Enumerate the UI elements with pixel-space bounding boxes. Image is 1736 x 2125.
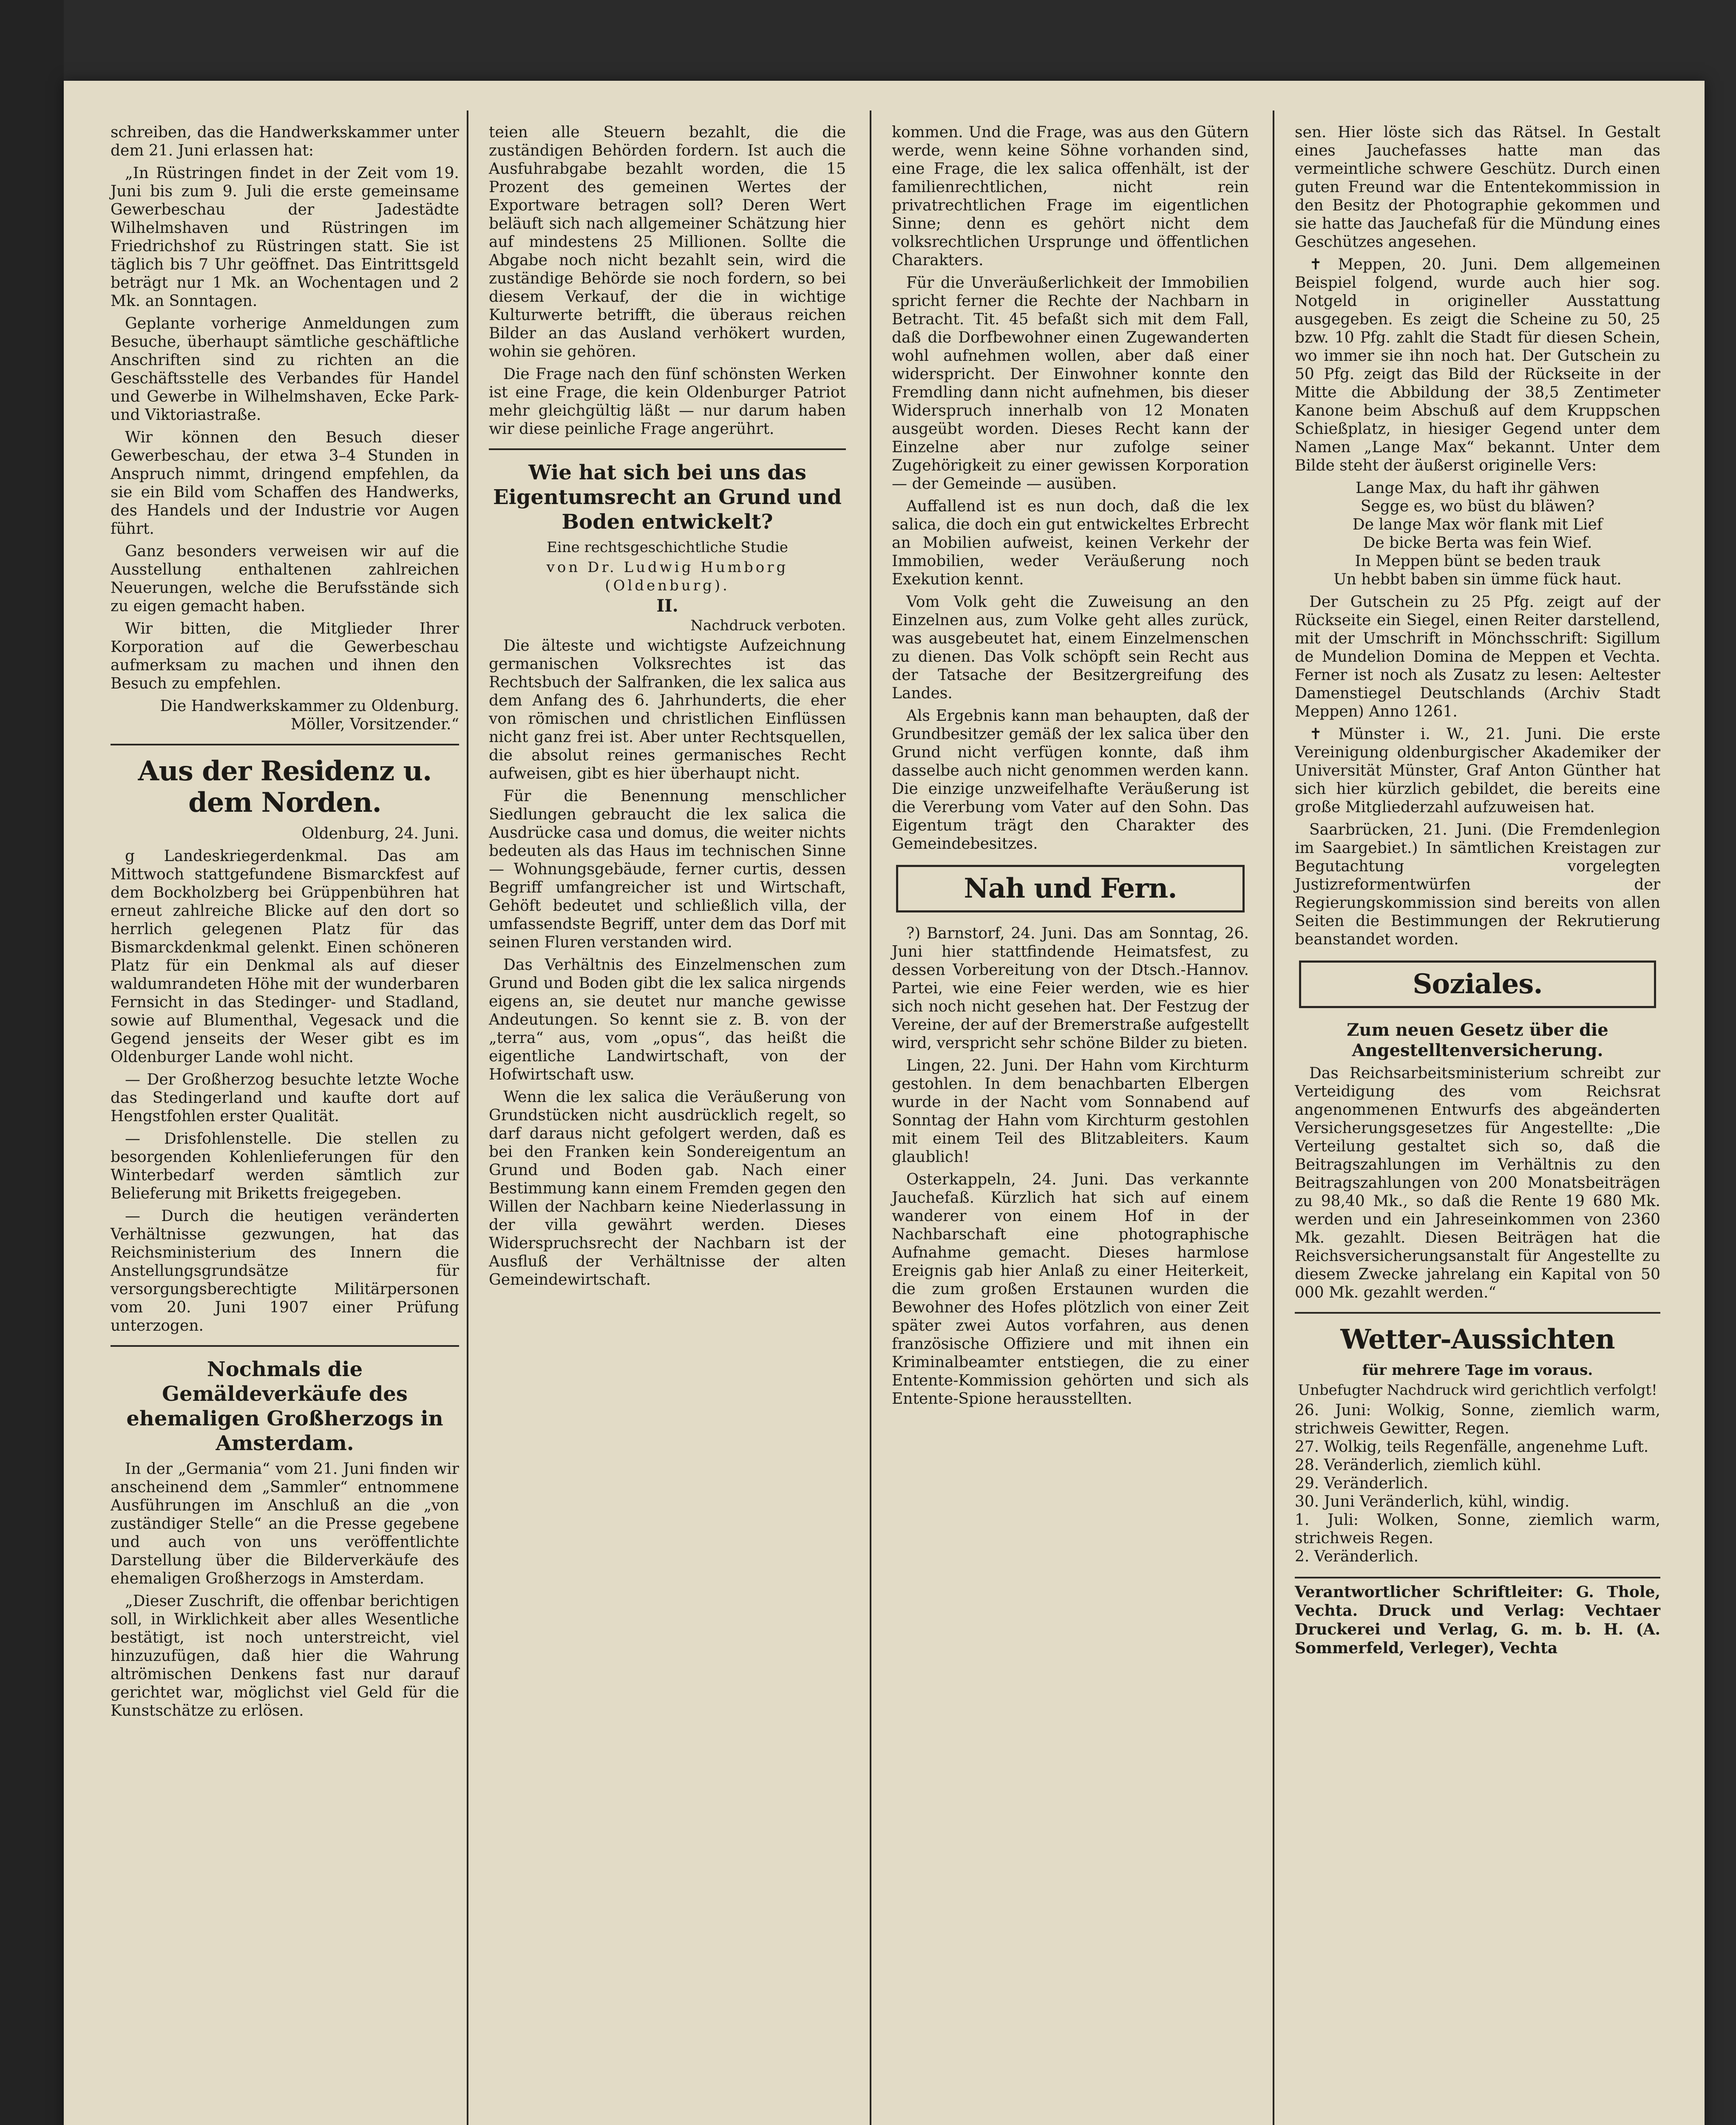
- weather-item: 27. Wolkig, teils Regenfälle, angenehme Luft.: [1295, 1438, 1649, 1456]
- weather-item: 30. Juni Veränderlich, kühl, windig.: [1295, 1493, 1570, 1510]
- article-text: Der Gutschein zu 25 Pfg. zeigt auf der Rückseite ein Siegel, einen Reiter darstellend, mit der Umschrift in Mönchsschrift: Sigillum de Mundelion Domina de Meppen et Vechta. Ferner ist noch als Zusatz zu lesen: Aeltester Damenstiegel Deutschlands (Archiv Stadt Meppen) Anno 1261.: [1295, 593, 1660, 720]
- divider: [111, 744, 459, 745]
- article-subtitle: Eine rechtsgeschichtliche Studie: [547, 539, 788, 556]
- verse-line: Un hebbt baben sin ümme fück haut.: [1333, 571, 1622, 588]
- verse: [1295, 479, 1660, 589]
- weather-heading: Wetter-Aussichten: [1340, 1323, 1615, 1355]
- divider: [489, 448, 846, 450]
- article-text: g Landeskriegerdenkmal. Das am Mittwoch stattgefundene Bismarckfest auf dem Bockholzberg bei Grüppenbühren hat erneut zahlreiche Blicke auf den dort so herrlich gelegenen Platz für das Bismarckdenkmal gelenkt. Einen schöneren Platz für ein Denkmal als auf dieser waldumrandeten Höhe mit der wunderbaren Fernsicht in das Stedinger- und Stadland, sowie auf Blumenthal, Vegesack und die Gegend jenseits der Weser gibt es im Oldenburger Lande wohl nicht.: [111, 847, 459, 1066]
- verse-line: Lange Max, du haft ihr gähwen: [1356, 479, 1600, 497]
- divider: [1295, 1312, 1660, 1314]
- part-number: II.: [656, 596, 678, 616]
- column-rule: [870, 110, 871, 2125]
- scan-border: [0, 0, 64, 2125]
- verse-line: Segge es, wo büst du bläwen?: [1360, 498, 1595, 515]
- article-text: Für die Unveräußerlichkeit der Immobilien spricht ferner die Rechte der Nachbarn in Betracht. Tit. 45 befaßt sich mit dem Fall, daß die Dorfbewohner einen Zugewanderten wohl aufnehmen wollen, aber daß einer widerspricht. Der Einwohner konnte den Fremdling dann nicht aufnehmen, bis dieser Widerspruch innerhalb von 12 Monaten ausgeübt worden. Dieses Recht kann der Einzelne aber nur zufolge seiner Zugehörigkeit zu einer gewissen Korporation — der Gemeinde — ausüben.: [892, 274, 1249, 493]
- section-heading: Nah und Fern.: [964, 873, 1177, 904]
- weather-item: 29. Veränderlich.: [1295, 1475, 1428, 1492]
- article-text: Die älteste und wichtigste Aufzeichnung germanischen Volksrechtes ist das Rechtsbuch der Salfranken, die lex salica aus dem Anfang des 6. Jahrhunderts, die eher von römischen und christlichen Einflüssen nicht ganz frei ist. Aber unter Rechtsquellen, die absolut reines germanisches Recht aufweisen, gibt es hier überhaupt nicht.: [489, 637, 846, 782]
- section-heading: Aus der Residenz u. dem Norden.: [138, 755, 432, 819]
- section-box: [896, 865, 1245, 912]
- article-text: Osterkappeln, 24. Juni. Das verkannte Jauchefaß. Kürzlich hat sich auf einem wanderer von einem Hof in der Nachbarschaft eine photographische Aufnahme gemacht. Dieses harmlose Ereignis gab hier Anlaß zu einer Heiterkeit, die zum großen Erstaunen wurden die Bewohner des Hofes plötzlich von einer Zeit später zwei Autos vorfahren, aus denen französische Offiziere und mit ihnen ein Kriminalbeamter entstiegen, die zu einer Entente-Kommission gehörten und sich als Entente-Spione herausstellten.: [892, 1171, 1249, 1408]
- divider: [111, 1345, 459, 1347]
- article-heading: Wie hat sich bei uns das Eigentumsrecht an Grund und Boden entwickelt?: [493, 461, 842, 534]
- weather-item: 2. Veränderlich.: [1295, 1548, 1419, 1565]
- article-text: teien alle Steuern bezahlt, die die zuständigen Behörden fordern. Ist auch die Ausfuhrabgabe bezahlt worden, die 15 Prozent des gemeinen Wertes der Exportware betragen soll? Deren Wert beläuft sich nach allgemeiner Schätzung hier auf mindestens 25 Millionen. Sollte die Abgabe noch nicht bezahlt sein, wird die zuständige Behörde sie noch fordern, so bei diesem Verkauf, der die in wichtige Kulturwerte betrifft, die überaus reichen Bilder an das Ausland verhökert wurden, wohin sie gehören.: [489, 124, 846, 360]
- column-rule: [1273, 110, 1274, 2125]
- article-text: Geplante vorherige Anmeldungen zum Besuche, überhaupt sämtliche geschäftliche Anschriften sind zu richten an die Geschäftsstelle des Verbandes für Handel und Gewerbe in Wilhelmshaven, Ecke Park- und Viktoriastraße.: [111, 315, 459, 424]
- article-text: Das Verhältnis des Einzelmenschen zum Grund und Boden gibt die lex salica nirgends eigens an, sie deutet nur manche gewisse Andeutungen. So kennt sie z. B. von der „terra“ aus, vom „opus“, das heißt die eigentliche Landwirtschaft, von der Hofwirtschaft usw.: [489, 956, 846, 1083]
- article-text: — Der Großherzog besuchte letzte Woche das Stedingerland und kaufte dort auf Hengstfohlen erster Qualität.: [111, 1071, 459, 1125]
- column-1: [111, 123, 459, 1724]
- article-text: — Durch die heutigen veränderten Verhältnisse gezwungen, hat das Reichsministerium des Innern die Anstellungsgrundsätze für versorgungsberechtigte Militärpersonen vom 20. Juni 1907 einer Prüfung unterzogen.: [111, 1207, 459, 1334]
- article-author: von Dr. Ludwig Humborg (Oldenburg).: [546, 559, 789, 594]
- weather-list: [1295, 1401, 1660, 1566]
- newspaper-page: [64, 81, 1705, 2125]
- article-text: — Drisfohlenstelle. Die stellen zu besorgenden Kohlenlieferungen für den Winterbedarf werden sämtlich zur Belieferung mit Briketts freigegeben.: [111, 1130, 459, 1202]
- weather-subtitle: für mehrere Tage im voraus.: [1362, 1362, 1593, 1379]
- article-text: Wenn die lex salica die Veräußerung von Grundstücken nicht ausdrücklich regelt, so darf daraus nicht gefolgert werden, daß es bei den Franken kein Sondereigentum an Grund und Boden gab. Nach einer Bestimmung kann einem Fremden gegen den Willen der Nachbarn keine Niederlassung in der villa gewährt werden. Dieses Widerspruchsrecht der Nachbarn ist der Ausfluß der Verhältnisse der alten Gemeindewirtschaft.: [489, 1088, 846, 1289]
- verse-line: De bicke Berta was fein Wief.: [1363, 534, 1592, 552]
- article-text: Wir bitten, die Mitglieder Ihrer Korporation auf die Gewerbeschau aufmerksam zu machen und ihnen den Besuch zu empfehlen.: [111, 620, 459, 692]
- article-text: Lingen, 22. Juni. Der Hahn vom Kirchturm gestohlen. In dem benachbarten Elbergen wurde in der Nacht vom Sonnabend auf Sonntag der Hahn vom Kirchturm gestohlen mit einem Teil des Blitzableiters. Kaum glaublich!: [892, 1057, 1249, 1166]
- signature: Die Handwerkskammer zu Oldenburg. Möller, Vorsitzender.“: [160, 697, 459, 733]
- weather-item: 1. Juli: Wolken, Sonne, ziemlich warm, strichweis Regen.: [1295, 1511, 1660, 1547]
- article-heading: Nochmals die Gemäldeverkäufe des ehemaligen Großherzogs in Amsterdam.: [126, 1357, 443, 1455]
- column-3: [892, 123, 1249, 1412]
- reprint-notice: Nachdruck verboten.: [690, 617, 846, 634]
- article-text: Saarbrücken, 21. Juni. (Die Fremdenlegion im Saargebiet.) In sämtlichen Kreistagen zur Begutachtung vorgelegten Justizreformentwürfen der Regierungskommission sind bereits von allen Seiten die Bestimmungen der Rekrutierung beanstandet worden.: [1295, 821, 1660, 948]
- verse-line: In Meppen bünt se beden trauk: [1355, 552, 1600, 570]
- column-rule: [467, 110, 468, 2125]
- article-text: „In Rüstringen findet in der Zeit vom 19. Juni bis zum 9. Juli die erste gemeinsame Gewerbeschau der Jadestädte Wilhelmshaven und Rüstringen im Friedrichshof zu Rüstringen statt. Sie ist täglich bis 7 Uhr geöffnet. Das Eintrittsgeld beträgt nur 1 Mk. an Wochentagen und 2 Mk. an Sonntagen.: [111, 164, 459, 310]
- weather-item: 28. Veränderlich, ziemlich kühl.: [1295, 1456, 1542, 1474]
- article-text: Vom Volk geht die Zuweisung an den Einzelnen aus, zum Volke geht alles zurück, was ausgebeutet hat, einem Einzelmenschen zu dienen. Das Volk schöpft sein Recht aus der Tatsache der Besitzergreifung des Landes.: [892, 593, 1249, 702]
- article-text: schreiben, das die Handwerkskammer unter dem 21. Juni erlassen hat:: [111, 124, 459, 159]
- article-text: Wir können den Besuch dieser Gewerbeschau, der etwa 3–4 Stunden in Anspruch nimmt, dringend empfehlen, da sie ein Bild vom Schaffen des Handwerks, des Handels und der Industrie vor Augen führt.: [111, 429, 459, 538]
- article-heading: Zum neuen Gesetz über die Angestelltenversicherung.: [1347, 1020, 1608, 1060]
- article-text: Als Ergebnis kann man behaupten, daß der Grundbesitzer gemäß der lex salica über den Grund nicht verfügen konnte, daß ihm dasselbe auch nicht genommen werden kann. Die einzige unzweifelhafte Veräußerung ist die Vererbung vom Vater auf den Sohn. Das Eigentum trägt den Charakter des Gemeindebesitzes.: [892, 707, 1249, 853]
- article-text: Für die Benennung menschlicher Siedlungen gebraucht die lex salica die Ausdrücke casa und domus, die weiter nichts bedeuten als das Haus im technischen Sinne — Wohnungsgebäude, ferner curtis, dessen Begriff umfangreicher ist und Wirtschaft, Gehöft bedeutet und schließlich villa, der umfassendste Begriff, unter dem das Dorf mit seinen Fluren verstanden wird.: [489, 788, 846, 951]
- weather-note: Unbefugter Nachdruck wird gerichtlich verfolgt!: [1298, 1382, 1657, 1399]
- section-heading: Soziales.: [1413, 968, 1543, 1000]
- section-box: [1299, 960, 1656, 1008]
- column-2: [489, 123, 846, 1293]
- article-text: Die Frage nach den fünf schönsten Werken ist eine Frage, die kein Oldenburger Patriot mehr gleichgültig läßt — nur darum haben wir diese peinliche Frage angerührt.: [489, 366, 846, 438]
- article-text: ?) Barnstorf, 24. Juni. Das am Sonntag, 26. Juni hier stattfindende Heimatsfest, zu dessen Vorbereitung von der Dtsch.-Hannov. Partei, wie eine Feier werden, wie es hier sich noch nicht gesehen hat. Der Festzug der Vereine, der auf der Bremerstraße aufgestellt wird, verspricht sehr schöne Bilder zu bieten.: [892, 925, 1249, 1052]
- article-text: Das Reichsarbeitsministerium schreibt zur Verteidigung des vom Reichsrat angenommenen Entwurfs des abgeänderten Versicherungsgesetzes für Angestellte: „Die Verteilung gestaltet sich so, daß die Beitragszahlungen im Verhältnis zu den Beitragszahlungen von 200 Monatsbeiträgen zu 98,40 Mk., so daß die Rente 19 680 Mk. werden und ein Jahreseinkommen von 2360 Mk. gezahlt. Diesen Beiträgen hat die Reichsversicherungsanstalt für Angestellte zu diesem Zwecke jahrelang ein Kapital von 50 000 Mk. gezahlt werden.“: [1295, 1065, 1660, 1301]
- column-4: [1295, 123, 1660, 1658]
- imprint: Verantwortlicher Schriftleiter: G. Thole, Vechta. Druck und Verlag: Vechtaer Druckerei und Verlag, G. m. b. H. (A. Sommerfeld, Verleger), Vechta: [1295, 1577, 1660, 1658]
- article-text: In der „Germania“ vom 21. Juni finden wir anscheinend dem „Sammler“ entnommene Ausführungen im Anschluß an die „von zuständiger Stelle“ an die Presse gegebene und auch von uns veröffentlichte Darstellung über die Bilderverkäufe des ehemaligen Großherzogs in Amsterdam.: [111, 1460, 459, 1587]
- article-text: sen. Hier löste sich das Rätsel. In Gestalt eines Jauchefasses hatte man das vermeintliche schwere Geschütz. Durch einen guten Freund war die Ententekommission in den Besitz der Photographie gekommen und sie hatte das Jauchefaß für die Mündung eines Geschützes angesehen.: [1295, 124, 1660, 251]
- article-text: ✝ Münster i. W., 21. Juni. Die erste Vereinigung oldenburgischer Akademiker der Universität Münster, Graf Anton Günther hat sich hier kürzlich gebildet, die bereits eine große Mitgliederzahl aufzuweisen hat.: [1295, 725, 1660, 816]
- verse-line: De lange Max wör flank mit Lief: [1352, 516, 1603, 533]
- article-text: Auffallend ist es nun doch, daß die lex salica, die doch ein gut entwickeltes Erbrecht an Mobilien aufweist, keinen Verkehr der Immobilien, weder Veräußerung noch Exekution kennt.: [892, 498, 1249, 588]
- dateline: Oldenburg, 24. Juni.: [301, 825, 459, 842]
- article-text: ✝ Meppen, 20. Juni. Dem allgemeinen Beispiel folgend, wurde auch hier sog. Notgeld in origineller Ausstattung ausgegeben. Es zeigt die Scheine zu 50, 25 bzw. 10 Pfg. zahlt die Stadt für diesen Schein, wo immer sie ihn noch hat. Der Gutschein zu 50 Pfg. zeigt das Bild der Rückseite in der Mitte die Abbildung der 38,5 Zentimeter Kanone beim Abschuß auf dem Kruppschen Schießplatz, in hiesiger Gegend unter dem Namen „Lange Max“ bekannt. Unter dem Bilde steht der äußerst originelle Vers:: [1295, 256, 1660, 474]
- article-text: „Dieser Zuschrift, die offenbar berichtigen soll, in Wirklichkeit aber alles Wesentliche bestätigt, ist noch unterstreicht, viel hinzuzufügen, daß hier die Wahrung altrömischen Denkens fast nur darauf gerichtet war, möglichst viel Geld für die Kunstschätze zu erlösen.: [111, 1592, 459, 1720]
- article-text: kommen. Und die Frage, was aus den Gütern werde, wenn keine Söhne vorhanden sind, eine Frage, die lex salica offenhält, ist der familienrechtlichen, nicht rein privatrechtlichen Frage im eigentlichen Sinne; denn es gehört nicht dem volksrechtlichen Ursprunge und öffentlichen Charakters.: [892, 124, 1249, 269]
- article-text: Ganz besonders verweisen wir auf die Ausstellung enthaltenen zahlreichen Neuerungen, welche die Berufsstände sich zu eigen gemacht haben.: [111, 543, 459, 615]
- weather-item: 26. Juni: Wolkig, Sonne, ziemlich warm, strichweis Gewitter, Regen.: [1295, 1402, 1660, 1437]
